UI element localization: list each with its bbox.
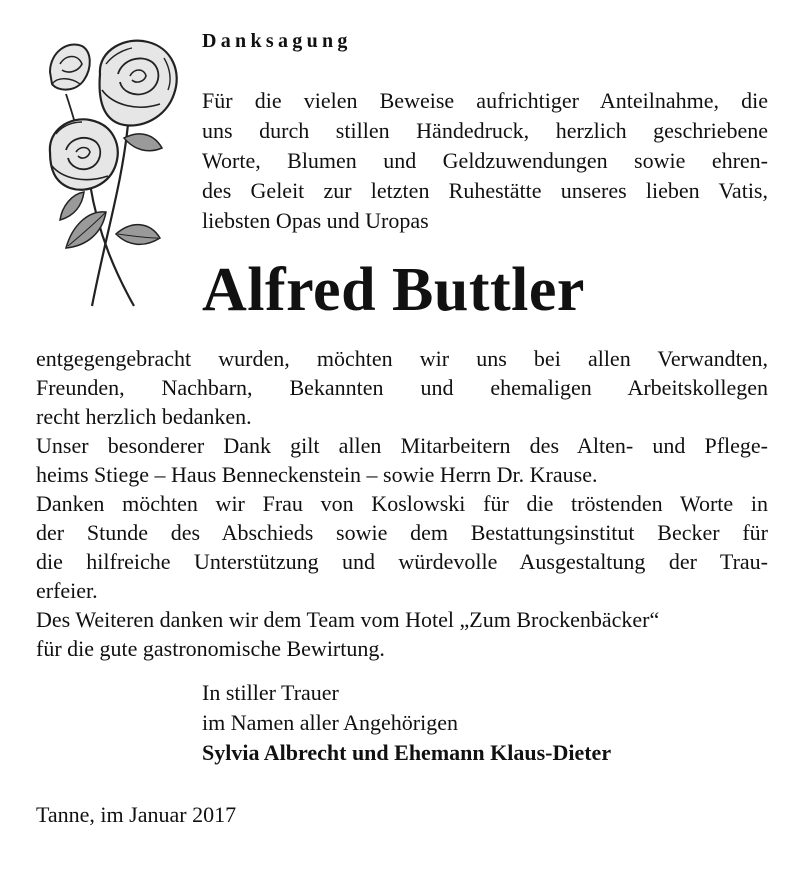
heading-danksagung: Danksagung [202, 30, 352, 52]
closing-line-angehoerige: im Namen aller Angehörigen [202, 710, 458, 735]
body-line: Freunden, Nachbarn, Bekannten und ehemaligen Arbeitskollegen [36, 375, 768, 400]
closing-line-trauer: In stiller Trauer [202, 680, 339, 705]
body-line: Unser besonderer Dank gilt allen Mitarbeitern des Alten- und Pflege- [36, 433, 768, 458]
intro-line: Worte, Blumen und Geldzuwendungen sowie ehren- [202, 148, 768, 173]
body-line: Danken möchten wir Frau von Koslowski für die tröstenden Worte in [36, 491, 768, 516]
body-line: heims Stiege – Haus Benneckenstein – sowie Herrn Dr. Krause. [36, 462, 598, 487]
intro-line: des Geleit zur letzten Ruhestätte unseres lieben Vatis, [202, 178, 768, 203]
body-line: der Stunde des Abschieds sowie dem Bestattungsinstitut Becker für [36, 520, 768, 545]
closing-signature: Sylvia Albrecht und Ehemann Klaus-Dieter [202, 740, 612, 765]
intro-paragraph [202, 86, 768, 236]
intro-line: uns durch stillen Händedruck, herzlich geschriebene [202, 118, 768, 143]
body-line: für die gute gastronomische Bewirtung. [36, 636, 385, 661]
body-line: entgegengebracht wurden, möchten wir uns bei allen Verwandten, [36, 346, 768, 371]
body-paragraph [36, 344, 768, 663]
body-line: die hilfreiche Unterstützung und würdevolle Ausgestaltung der Trau- [36, 549, 768, 574]
body-line: recht herzlich bedanken. [36, 404, 252, 429]
intro-line: liebsten Opas und Uropas [202, 208, 429, 233]
roses-illustration-icon [36, 34, 196, 324]
place-date: Tanne, im Januar 2017 [36, 802, 237, 827]
deceased-name: Alfred Buttler [202, 256, 585, 324]
closing-block [202, 678, 611, 768]
intro-line: Für die vielen Beweise aufrichtiger Anteilnahme, die [202, 88, 768, 113]
body-line: erfeier. [36, 578, 98, 603]
body-line: Des Weiteren danken wir dem Team vom Hotel „Zum Brockenbäcker“ [36, 607, 660, 632]
